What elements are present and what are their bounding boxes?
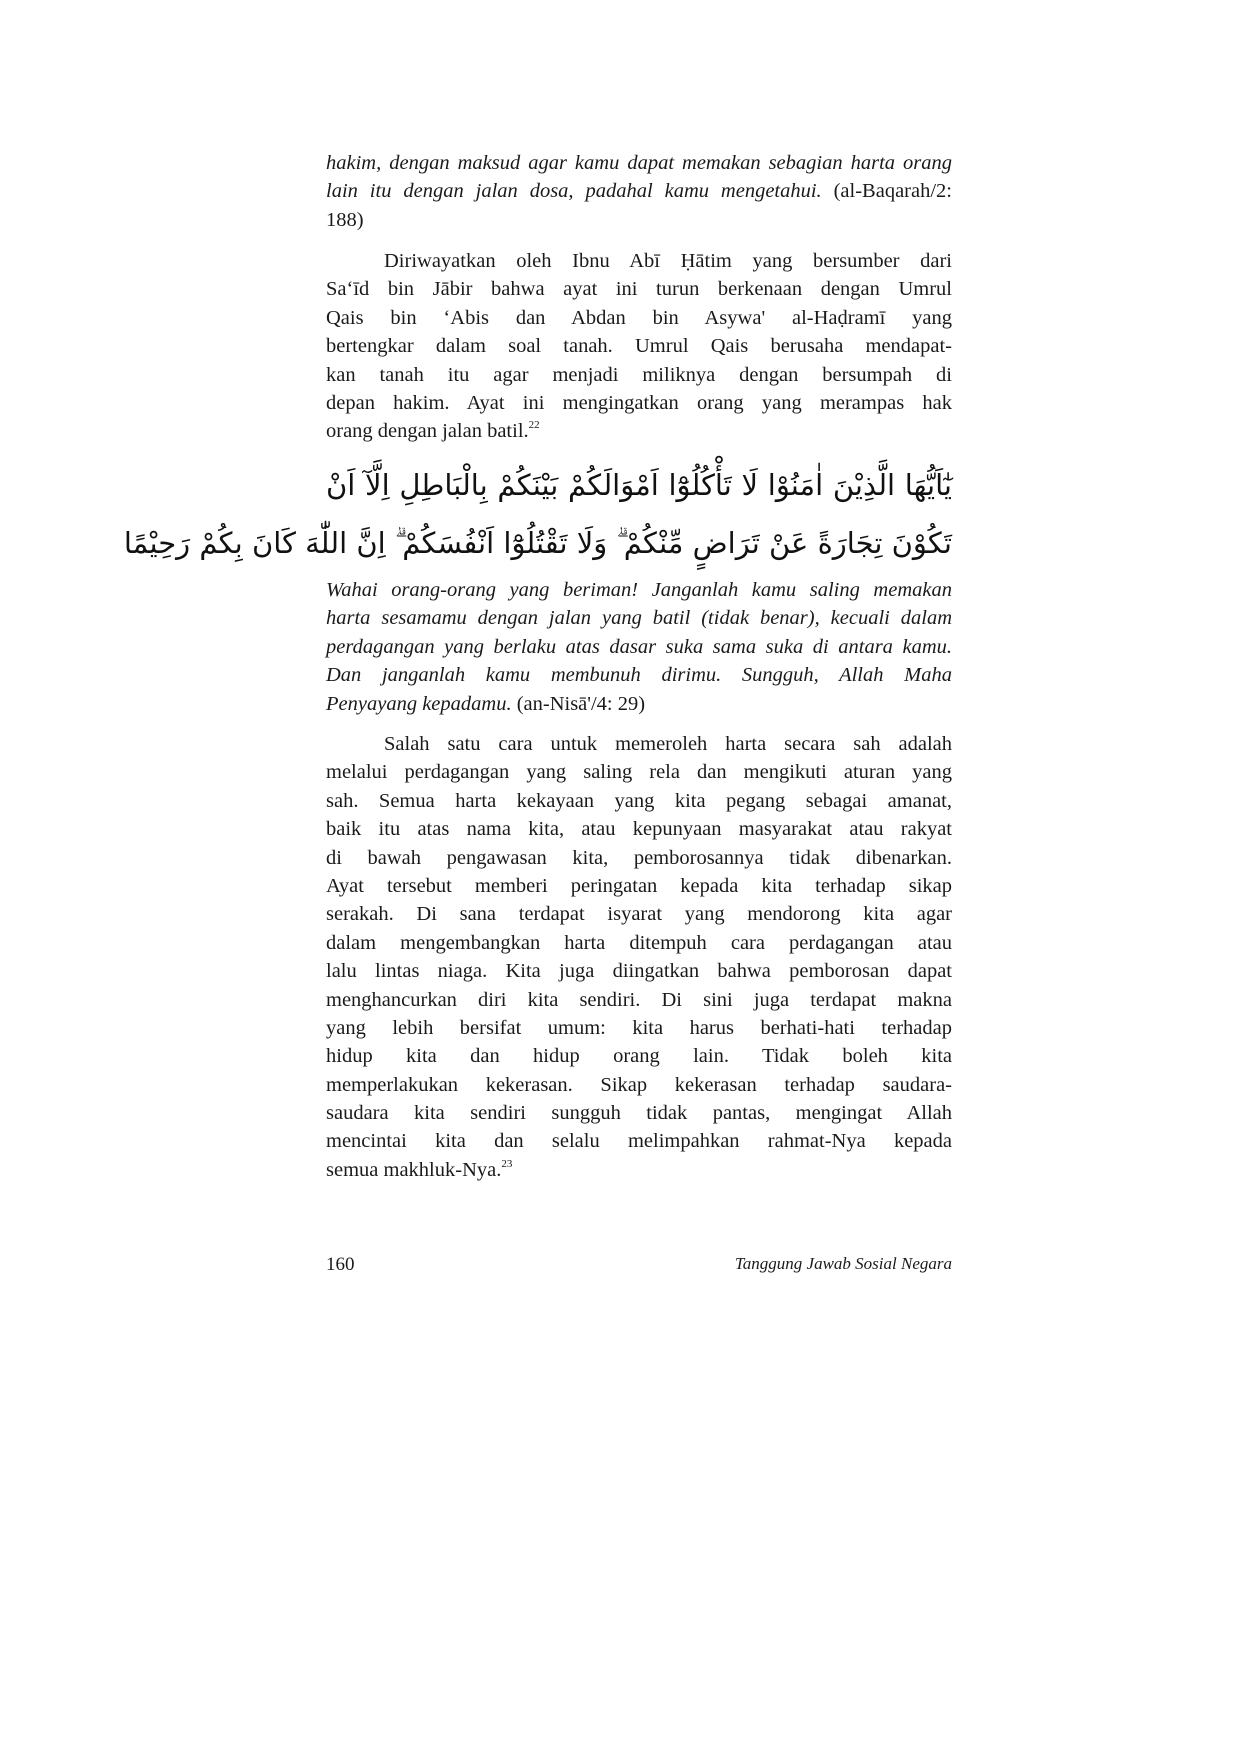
text-segment: orang dengan jalan batil.	[326, 420, 529, 443]
text-segment: sah. Semua harta kekayaan yang kita pegang sebagai amanat,	[326, 789, 952, 812]
text-line	[326, 758, 952, 786]
text-segment: melalui perdagangan yang saling rela dan mengikuti aturan yang	[326, 761, 952, 784]
text-line	[326, 1099, 952, 1127]
text-segment: Salah satu cara untuk memeroleh harta secara sah adalah	[384, 733, 952, 755]
text-segment: menghancurkan diri kita sendiri. Di sini juga terdapat makna	[326, 988, 952, 1011]
text-segment: mencintai kita dan selalu melimpahkan rahmat-Nya kepada	[326, 1130, 952, 1153]
text-segment: baik itu atas nama kita, atau kepunyaan masyarakat atau rakyat	[326, 818, 952, 841]
arabic-verse-line-1: يٰٓاَيُّهَا الَّذِيْنَ اٰمَنُوْا لَا تَأْكُلُوْٓا اَمْوَالَكُمْ بَيْنَكُمْ بِالْبَاطِلِ اِلَّآ اَنْ	[326, 468, 952, 502]
text-segment: Wahai orang-orang yang beriman! Janganlah kamu saling memakan	[326, 579, 952, 601]
text-line	[326, 730, 952, 758]
text-line	[326, 661, 952, 689]
text-line	[326, 177, 952, 205]
text-line	[326, 604, 952, 632]
text-line	[326, 1014, 952, 1042]
text-line	[326, 417, 952, 445]
quote-continuation	[326, 149, 952, 234]
text-segment: saudara kita sendiri sungguh tidak pantas, mengingat Allah	[326, 1102, 952, 1125]
text-segment: harta sesamamu dengan jalan yang batil (tidak benar), kecuali dalam	[326, 607, 952, 630]
text-segment: hidup kita dan hidup orang lain. Tidak boleh kita	[326, 1045, 952, 1068]
text-segment: lain itu dengan jalan dosa, padahal kamu mengetahui.	[326, 180, 822, 203]
text-line	[326, 633, 952, 661]
text-segment: (an-Nisā'/4: 29)	[511, 692, 646, 715]
text-segment: Penyayang kepadamu.	[326, 692, 512, 715]
text-line	[326, 900, 952, 928]
text-line	[326, 247, 952, 275]
text-segment: memperlakukan kekerasan. Sikap kekerasan terhadap saudara-	[326, 1073, 952, 1096]
text-segment: kan tanah itu agar menjadi miliknya dengan bersumpah di	[326, 363, 952, 386]
text-segment: Diriwayatkan oleh Ibnu Abī Ḥātim yang bersumber dari	[384, 250, 952, 272]
text-segment: (al-Baqarah/2:	[821, 180, 952, 203]
text-line	[326, 872, 952, 900]
text-segment: yang lebih bersifat umum: kita harus berhati-hati terhadap	[326, 1016, 952, 1039]
arabic-verse-line-2: تَكُوْنَ تِجَارَةً عَنْ تَرَاضٍ مِّنْكُمْ ۗ وَلَا تَقْتُلُوْٓا اَنْفُسَكُمْ ۗ اِنَّ اللّٰهَ كَانَ بِكُمْ رَحِيْمًا	[123, 526, 952, 560]
text-segment: Sa‘īd bin Jābir bahwa ayat ini turun berkenaan dengan Umrul	[326, 278, 952, 301]
text-line	[326, 1042, 952, 1070]
text-line	[326, 1156, 952, 1184]
text-line	[326, 361, 952, 389]
text-line	[326, 206, 952, 234]
text-line	[326, 815, 952, 843]
text-segment: bertengkar dalam soal tanah. Umrul Qais berusaha mendapat-	[326, 335, 952, 358]
text-line	[326, 304, 952, 332]
text-line	[326, 787, 952, 815]
text-line	[326, 957, 952, 985]
text-segment: serakah. Di sana terdapat isyarat yang mendorong kita agar	[326, 903, 952, 926]
text-segment: hakim, dengan maksud agar kamu dapat memakan sebagian harta orang	[326, 152, 952, 174]
text-segment: 188)	[326, 208, 364, 231]
text-segment: perdagangan yang berlaku atas dasar suka sama suka di antara kamu.	[326, 635, 952, 658]
asbab-nuzul-paragraph	[326, 247, 952, 446]
text-segment: lalu lintas niaga. Kita juga diingatkan bahwa pemborosan dapat	[326, 960, 952, 983]
text-segment: di bawah pengawasan kita, pemborosannya tidak dibenarkan.	[326, 846, 952, 869]
text-segment: depan hakim. Ayat ini mengingatkan orang yang merampas hak	[326, 391, 952, 414]
text-segment: semua makhluk-Nya.	[326, 1158, 502, 1181]
text-line	[326, 389, 952, 417]
text-line	[326, 844, 952, 872]
footnote-ref: 22	[528, 419, 540, 432]
text-segment: Qais bin ‘Abis dan Abdan bin Asywa' al-Haḍramī yang	[326, 306, 952, 329]
text-line	[326, 149, 952, 177]
commentary-paragraph	[326, 730, 952, 1184]
text-line	[326, 576, 952, 604]
text-segment: Ayat tersebut memberi peringatan kepada kita terhadap sikap	[326, 874, 952, 897]
text-line	[326, 1127, 952, 1155]
text-segment: Dan janganlah kamu membunuh dirimu. Sungguh, Allah Maha	[326, 664, 952, 687]
text-line	[326, 332, 952, 360]
text-line	[326, 1071, 952, 1099]
verse-translation	[326, 576, 952, 718]
text-line	[326, 275, 952, 303]
text-line	[326, 690, 952, 718]
text-segment: dalam mengembangkan harta ditempuh cara perdagangan atau	[326, 931, 952, 954]
page-number: 160	[326, 1254, 355, 1275]
running-title: Tanggung Jawab Sosial Negara	[734, 1254, 952, 1273]
footnote-ref: 23	[501, 1157, 513, 1170]
text-line	[326, 929, 952, 957]
text-line	[326, 986, 952, 1014]
